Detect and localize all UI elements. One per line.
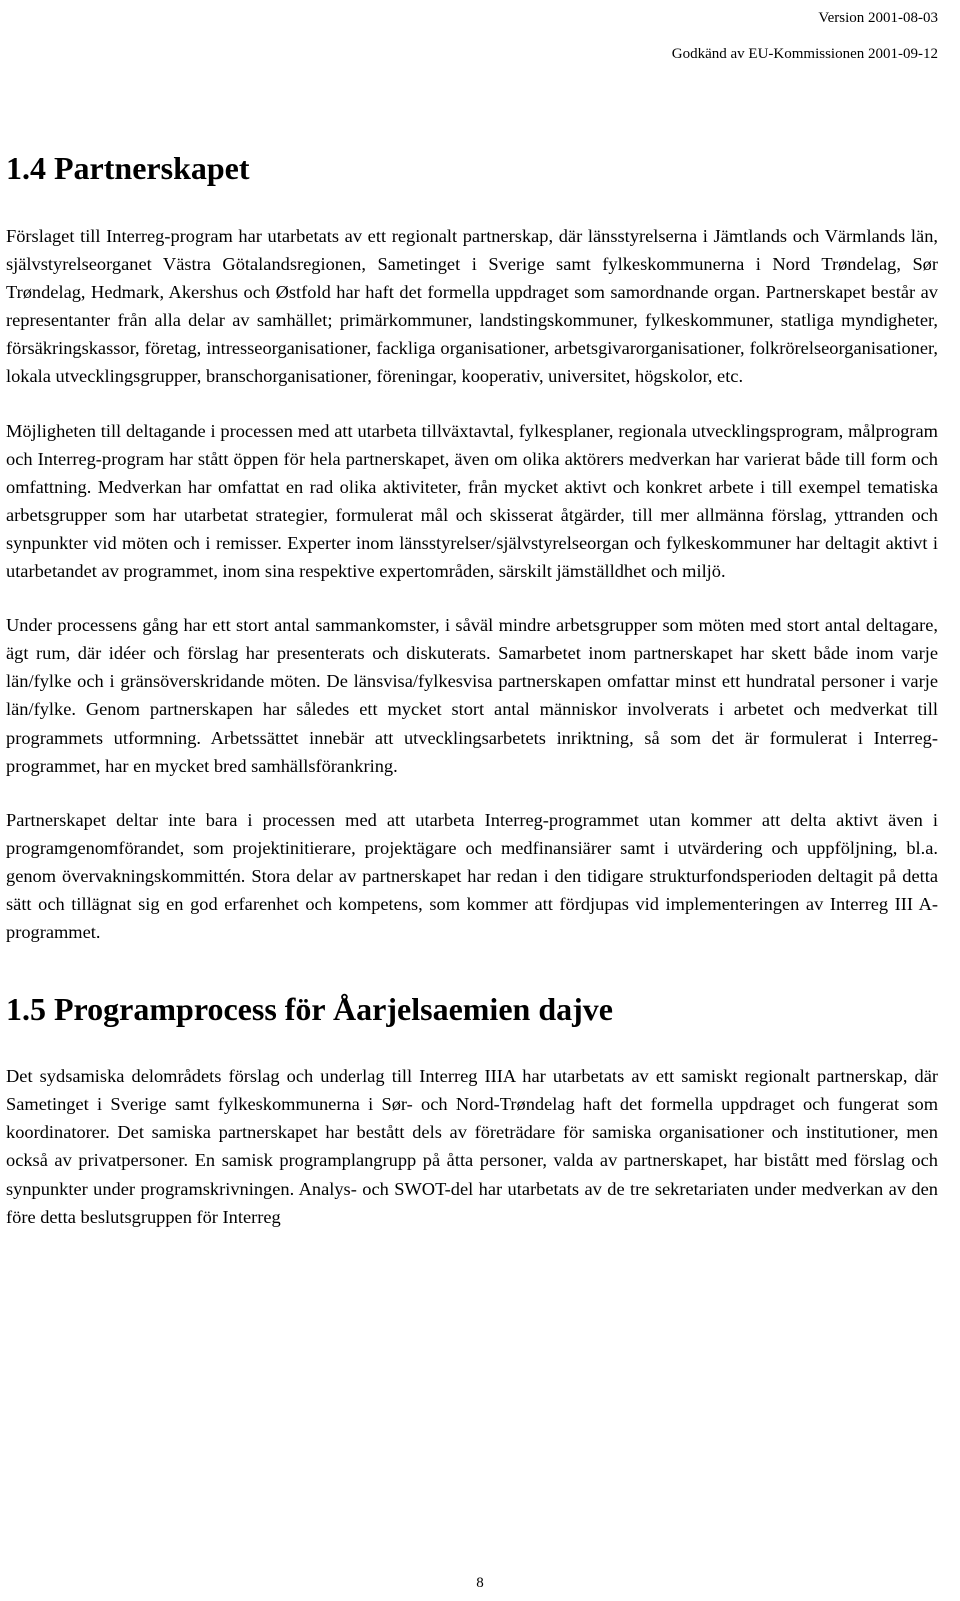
page-number: 8 — [476, 1575, 484, 1591]
header-version: Version 2001-08-03 — [818, 10, 938, 26]
page-content — [6, 148, 938, 1231]
section-heading: 1.5 Programprocess för Åarjelsaemien dajve — [6, 991, 613, 1028]
section-body — [6, 222, 938, 946]
paragraph: Förslaget till Interreg-program har utarbetats av ett regionalt partnerskap, där länsstyrelserna i Jämtlands och Värmlands län, självstyrelseorganet Västra Götalandsregionen, Sametinget i Sverige samt fylkeskommunerna i Nord Trøndelag, Sør Trøndelag, Hedmark, Akershus och Østfold har haft det formella uppdraget som samordnande organ. Partnerskapet består av representanter från alla delar av samhället; primärkommuner, landstingskommuner, fylkeskommuner, statliga myndigheter, försäkringskassor, företag, intresseorganisationer, fackliga organisationer, arbetsgivarorganisationer, folkrörelseorganisationer, lokala utvecklingsgrupper, branschorganisationer, föreningar, kooperativ, universitet, högskolor, etc. — [6, 226, 938, 387]
header-approval: Godkänd av EU-Kommissionen 2001-09-12 — [671, 46, 938, 62]
paragraph: Partnerskapet deltar inte bara i processen med att utarbeta Interreg-programmet utan kommer att delta aktivt även i programgenomförandet, som projektinitierare, projektägare och medfinansiärer samt i utvärdering och uppföljning, bl.a. genom övervakningskommittén. Stora delar av partnerskapet har redan i den tidigare strukturfondsperioden deltagit på detta sätt och tillägnat sig en god erfarenhet och kompetens, som kommer att fördjupas vid implementeringen av Interreg III A-programmet. — [6, 809, 938, 943]
page-header — [672, 0, 938, 72]
section-partnerskapet — [6, 148, 938, 946]
section-programprocess — [6, 989, 938, 1231]
paragraph: Under processens gång har ett stort antal sammankomster, i såväl mindre arbetsgrupper som möten med stort antal deltagare, ägt rum, där idéer och förslag har presenterats och diskuterats. Samarbetet inom partnerskapet har skett både inom varje län/fylke och i gränsöverskridande möten. De länsvisa/fylkesvisa partnerskapen omfattar minst ett hundratal personer i varje län/fylke. Genom partnerskapen har således ett mycket stort antal människor involverats i arbetet och medverkat till programmets utformning. Arbetssättet innebär att utvecklingsarbetets inriktning, så som det är formulerat i Interreg-programmet, har en mycket bred samhällsförankring. — [6, 615, 938, 776]
section-body — [6, 1062, 938, 1231]
paragraph: Möjligheten till deltagande i processen med att utarbeta tillväxtavtal, fylkesplaner, regionala utvecklingsprogram, målprogram och Interreg-program har stått öppen för hela partnerskapet, även om olika aktörers medverkan har varierat både till form och omfattning. Medverkan har omfattat en rad olika aktiviteter, från mycket aktivt och konkret arbete i till exempel tematiska arbetsgrupper som har utarbetat strategier, formulerat mål och skisserat åtgärder, till mer allmänna förslag, yttranden och synpunkter vid möten och i remisser. Experter inom länsstyrelser/självstyrelseorgan och fylkeskommuner har deltagit aktivt i utarbetandet av programmet, inom sina respektive expertområden, särskilt jämställdhet och miljö. — [6, 420, 938, 582]
section-heading: 1.4 Partnerskapet — [6, 150, 250, 186]
paragraph: Det sydsamiska delområdets förslag och underlag till Interreg IIIA har utarbetats av ett samiskt regionalt partnerskap, där Sametinget i Sverige samt fylkeskommunerna i Sør- och Nord-Trøndelag haft det formella uppdraget och fungerat som koordinatorer. Det samiska partnerskapet har bestått dels av företrädare för samiska organisationer och institutioner, men också av privatpersoner. En samisk programplangrupp på åtta personer, valda av partnerskapet, har bistått med förslag och synpunkter under programskrivningen. Analys- och SWOT-del har utarbetats av de tre sekretariaten under medverkan av den före detta beslutsgruppen för Interreg — [6, 1066, 938, 1227]
